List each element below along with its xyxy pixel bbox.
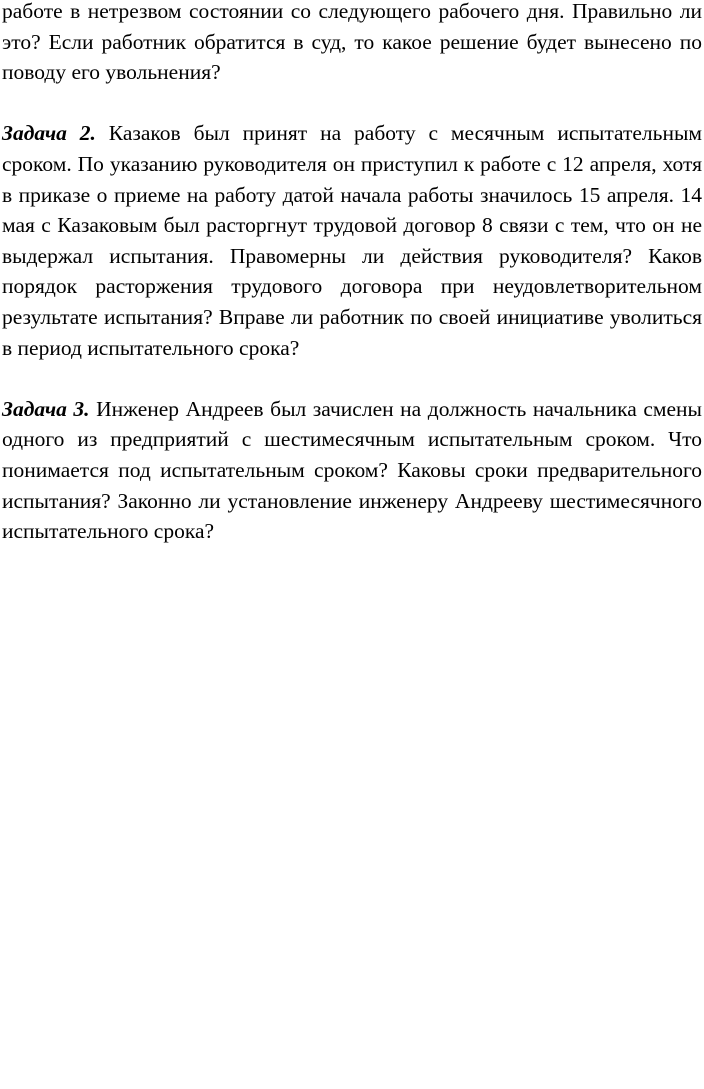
continuation-text: работе в нетрезвом состоянии со следующего рабочего дня. Правильно ли это? Если работник обратится в суд, то какое решение будет вынесено по поводу его увольнения? bbox=[2, 0, 702, 85]
task-3-label: Задача 3. bbox=[2, 396, 90, 421]
task-3-paragraph bbox=[2, 394, 702, 547]
task-2-text: Казаков был принят на работу с месячным испытательным сроком. По указанию руководителя он приступил к работе с 12 апреля, хотя в приказе о приеме на работу датой начала работы значилось 15 апреля. 14 мая с Казаковым был расторгнут трудовой договор 8 связи с тем, что он не выдержал испытания. Правомерны ли действия руководителя? Каков порядок расторжения трудового договора при неудовлетворительном результате испытания? Вправе ли работник по своей инициативе уволиться в период испытательного срока? bbox=[2, 121, 702, 360]
task-2-label: Задача 2. bbox=[2, 121, 96, 146]
continuation-paragraph bbox=[2, 0, 702, 88]
task-2-paragraph bbox=[2, 118, 702, 363]
task-3-text: Инженер Андреев был зачислен на должность начальника смены одного из предприятий с шестимесячным испытательным сроком. Что понимается под испытательным сроком? Каковы сроки предварительного испытания? Законно ли установление инженеру Андрееву шестимесячного испытательного срока? bbox=[2, 396, 702, 544]
